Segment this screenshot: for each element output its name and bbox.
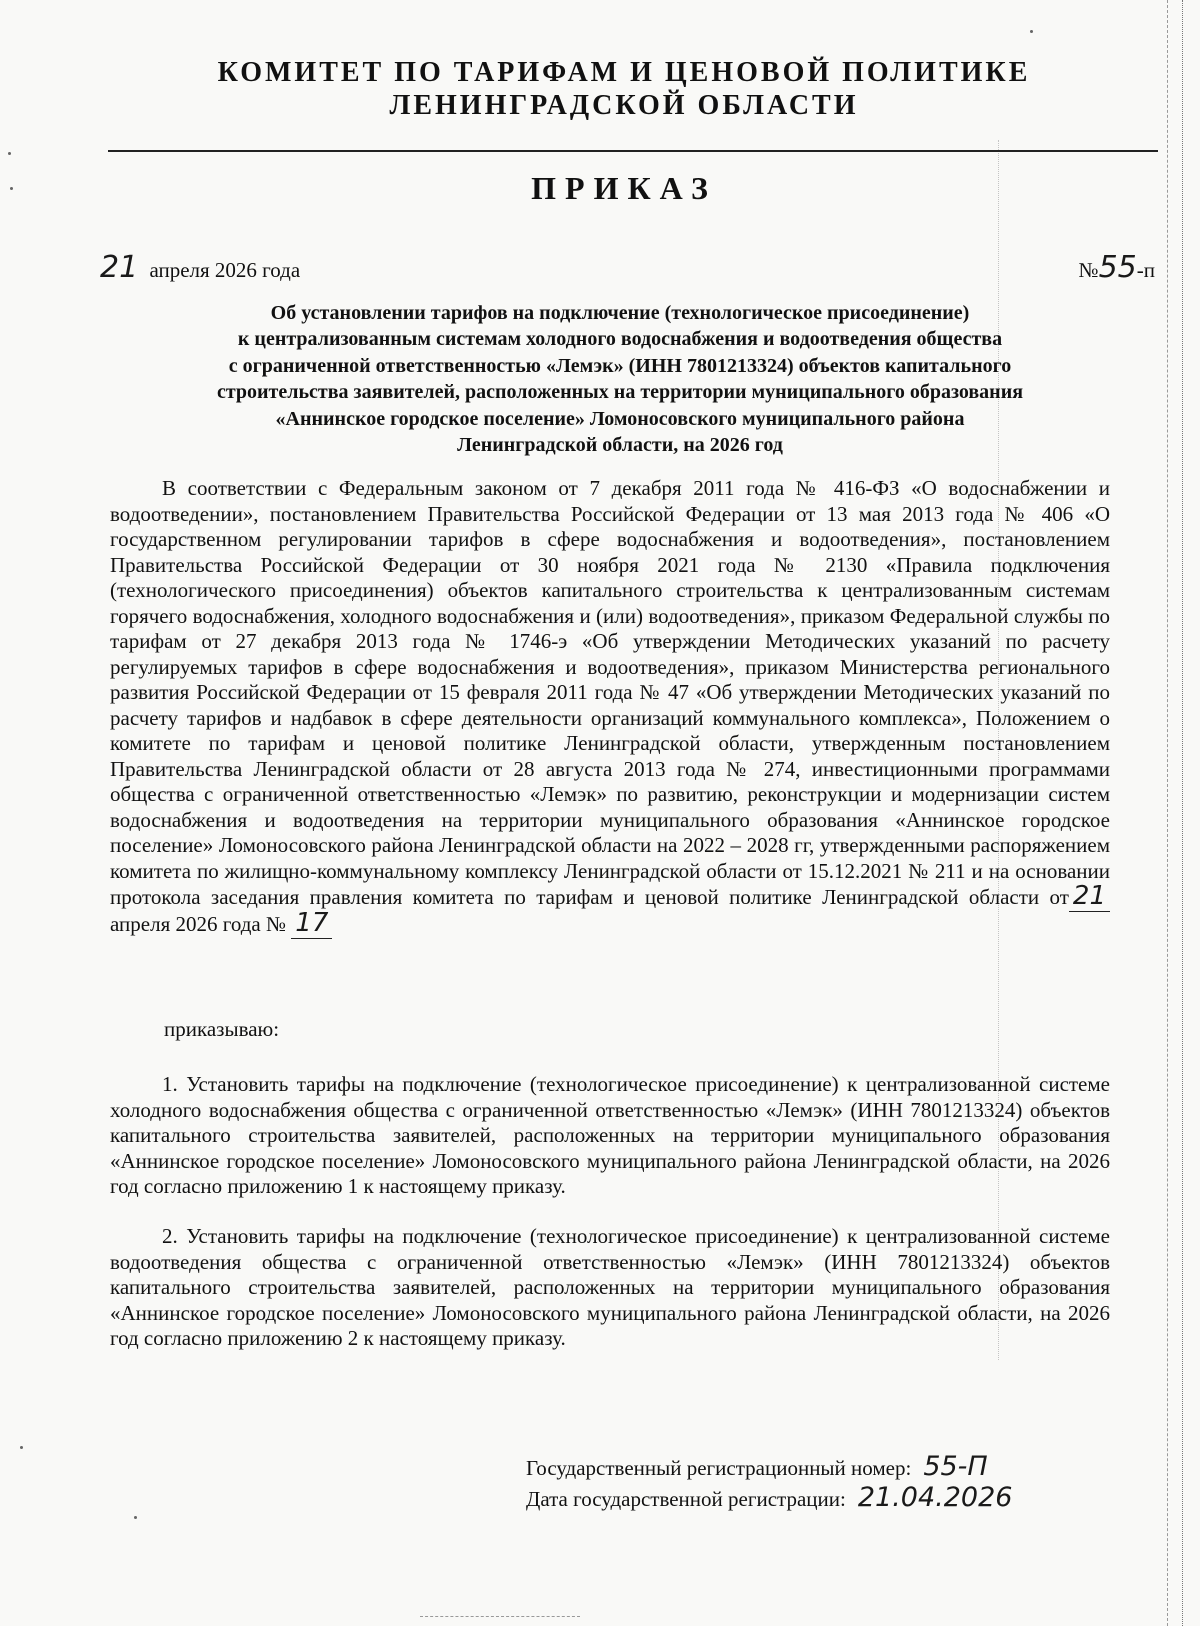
order-number [1079, 250, 1155, 285]
handwritten-order-number: 55 [1098, 250, 1137, 285]
scan-speck [20, 1446, 23, 1449]
handwritten-protocol-day: 21 [1069, 881, 1110, 912]
organization-title-line: ЛЕНИНГРАДСКОЙ ОБЛАСТИ [389, 90, 859, 121]
registration-number-row [526, 1452, 1012, 1483]
order-date [100, 250, 300, 285]
organization-title [0, 56, 1200, 122]
heading-line: Ленинградской области, на 2026 год [457, 434, 783, 457]
heading-line: с ограниченной ответственностью «Лемэк» (ИНН 7801213324) объектов капитального [228, 354, 1012, 377]
document-heading [120, 300, 1120, 458]
organization-title-line: КОМИТЕТ ПО ТАРИФАМ И ЦЕНОВОЙ ПОЛИТИКЕ [217, 57, 1031, 88]
registration-block [526, 1452, 1012, 1514]
document-type: ПРИКАЗ [531, 170, 717, 206]
heading-line: строительства заявителей, расположенных на территории муниципального образования [216, 381, 1024, 404]
preamble-text-tail: апреля 2026 года № [110, 911, 287, 936]
heading-line: «Аннинское городское поселение» Ломоносовского муниципального района [275, 407, 965, 430]
scan-edge-line [1167, 0, 1168, 1626]
scan-edge-line [1182, 0, 1183, 1626]
heading-line: к централизованным системам холодного водоснабжения и водоотведения общества [237, 328, 1003, 351]
order-date-text: апреля 2026 года [149, 258, 301, 282]
scan-speck [1030, 30, 1033, 33]
registration-date-row [526, 1483, 1012, 1514]
registration-date-label: Дата государственной регистрации: [526, 1487, 846, 1511]
scan-speck [134, 1516, 137, 1519]
registration-number-label: Государственный регистрационный номер: [526, 1456, 912, 1480]
handwritten-registration-date: 21.04.2026 [857, 1482, 1013, 1513]
decree-word: приказываю: [164, 1017, 280, 1041]
heading-line: Об установлении тарифов на подключение (технологическое присоединение) [270, 302, 970, 324]
scan-smudge [420, 1616, 580, 1620]
order-item: 1. Установить тарифы на подключение (технологическое присоединение) к централизованной системе холодного водоснабжения общества с ограниченной ответственностью «Лемэк» (ИНН 7801213324) объектов капитального строительства заявителей, расположенных на территории муниципального образования «Аннинское городское поселение» Ломоносовского муниципального района Ленинградской области, на 2026 год согласно приложению 1 к настоящему приказу. [110, 1072, 1110, 1198]
preamble-text: В соответствии с Федеральным законом от 7 декабря 2011 года № 416-ФЗ «О водоснабжении и водоотведении», постановлением Правительства Российской Федерации от 13 мая 2013 года № 406 «О государственном регулировании тарифов в сфере водоснабжения и водоотведения», постановлением Правительства Российской Федерации от 30 ноября 2021 года № 2130 «Правила подключения (технологического присоединения) объектов капитального строительства к централизованным системам горячего водоснабжения, холодного водоснабжения и (или) водоотведения», приказом Федеральной службы по тарифам от 27 декабря 2013 года № 1746-э «Об утверждении Методических указаний по расчету регулируемых тарифов в сфере водоснабжения и водоотведения», приказом Министерства регионального развития Российской Федерации от 15 февраля 2011 года № 47 «Об утверждении Методических указаний по расчету тарифов и надбавок в сфере деятельности организаций коммунального комплекса», Положением о комитете по тарифам и ценовой политике Ленинградской области, утвержденным постановлением Правительства Ленинградской области от 28 августа 2013 года № 274, инвестиционными программами общества с ограниченной ответственностью «Лемэк» по развитию, реконструкции и модернизации систем водоснабжения и водоотведения на территории муниципального образования «Аннинское городское поселение» Ломоносовского района Ленинградской области на 2022 – 2028 гг, утвержденными распоряжением комитета по жилищно-коммунальному комплексу Ленинградской области от 15.12.2021 № 211 и на основании протокола заседания правления комитета по тарифам и ценовой политике Ленинградской области от [110, 476, 1110, 909]
scan-speck [8, 152, 11, 155]
preamble-paragraph [110, 476, 1110, 937]
order-item: 2. Установить тарифы на подключение (технологическое присоединение) к централизованной системе водоотведения общества с ограниченной ответственностью «Лемэк» (ИНН 7801213324) объектов капитального строительства заявителей, расположенных на территории муниципального образования «Аннинское городское поселение» Ломоносовского муниципального района Ленинградской области, на 2026 год согласно приложению 2 к настоящему приказу. [110, 1224, 1110, 1350]
header-divider [108, 150, 1158, 152]
order-number-suffix: -п [1136, 258, 1155, 282]
handwritten-date-day: 21 [100, 250, 139, 285]
order-number-prefix: № [1078, 258, 1099, 282]
handwritten-registration-number: 55-П [923, 1451, 988, 1482]
handwritten-protocol-number: 17 [291, 908, 332, 939]
